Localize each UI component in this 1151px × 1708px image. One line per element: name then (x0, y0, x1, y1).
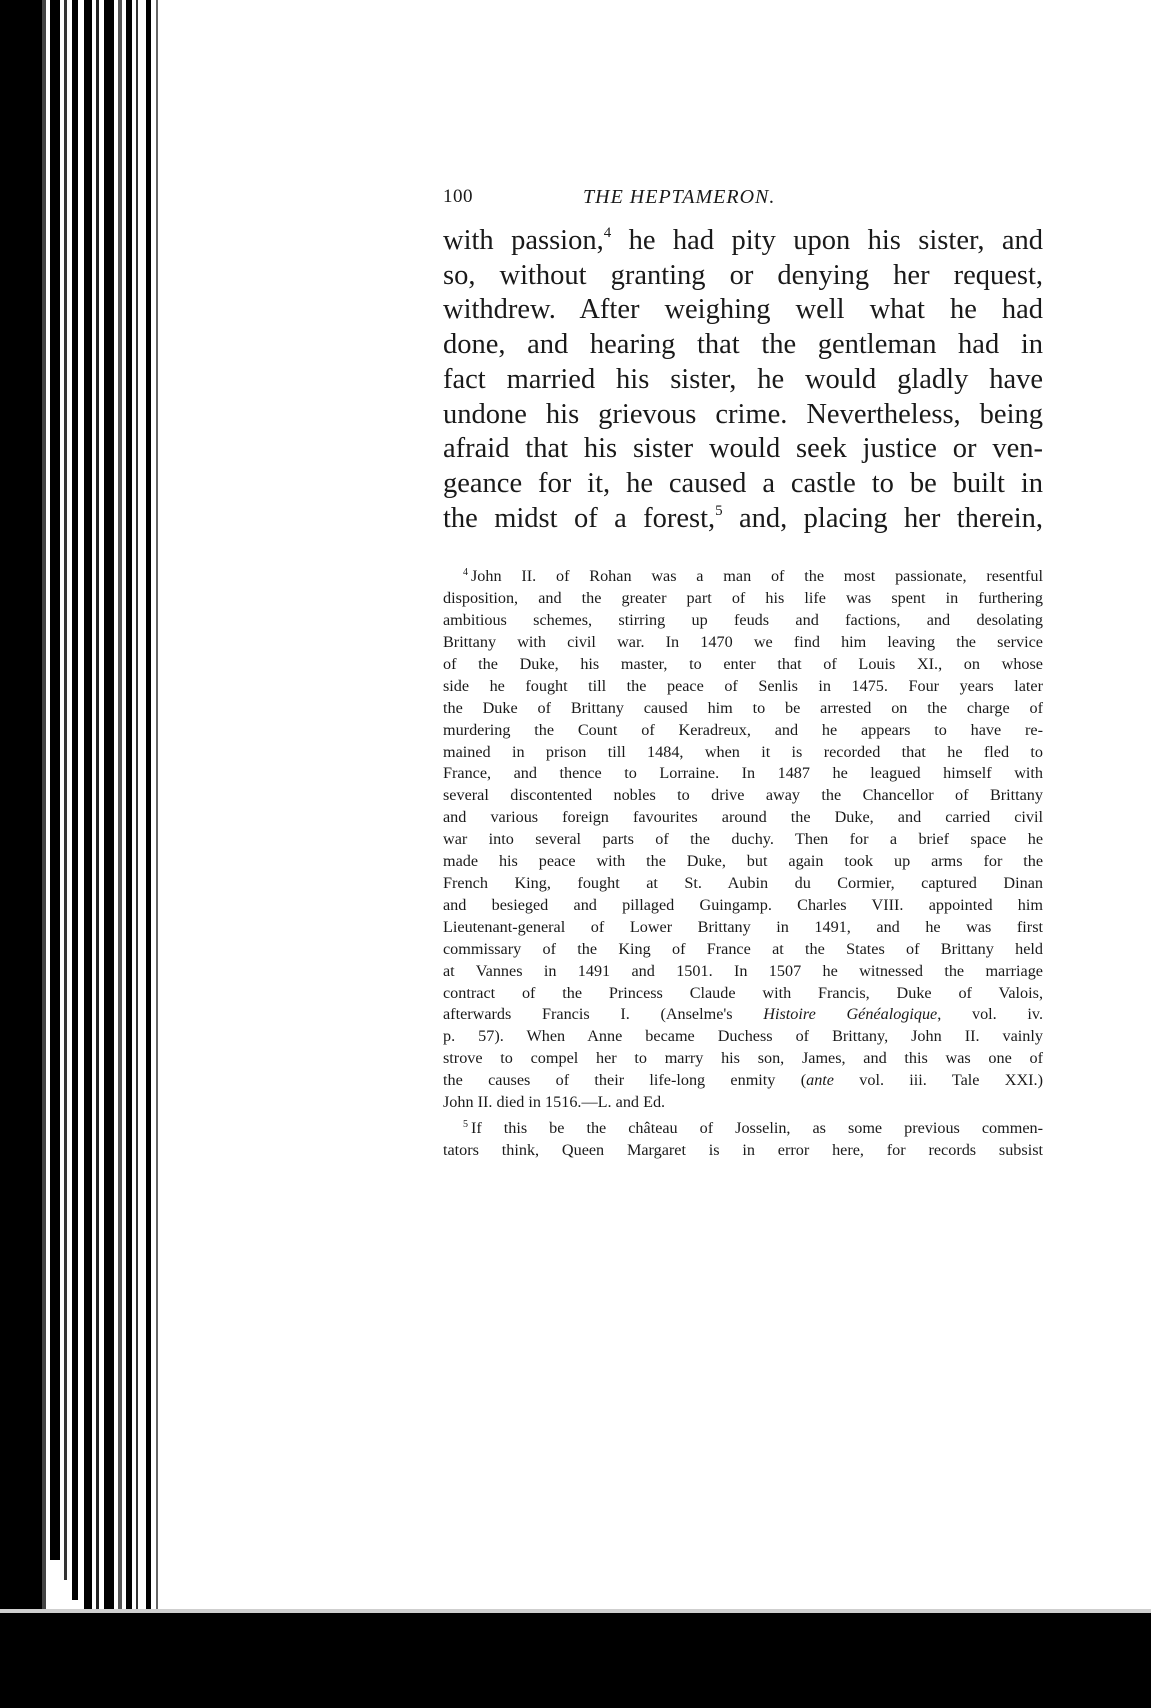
footnote-line: the causes of their life-long enmity (ante vol. iii. Tale XXI.) (443, 1071, 1043, 1090)
footnote-line: several discontented nobles to drive away the Chancellor of Brittany (443, 786, 1043, 805)
running-title: THE HEPTAMERON. (583, 186, 776, 208)
page-number: 100 (443, 186, 473, 207)
footnote-line: p. 57). When Anne became Duchess of Brittany, John II. vainly (443, 1027, 1043, 1046)
footnote-line: murdering the Count of Keradreux, and he appears to have re- (443, 720, 1043, 739)
body-text (443, 224, 1043, 536)
book-gutter-shadow (0, 0, 170, 1708)
body-line: so, without granting or denying her request, (443, 259, 1043, 291)
body-line: the midst of a forest,$^5$ and, placing her therein, (443, 502, 1043, 534)
footnote-line: France, and thence to Lorraine. In 1487 he leagued himself with (443, 764, 1043, 783)
footnote-line: side he fought till the peace of Senlis in 1475. Four years later (443, 676, 1043, 695)
footnote-line: John II. died in 1516.—L. and Ed. (443, 1093, 666, 1112)
running-head (443, 182, 1043, 214)
footnote-line: ambitious schemes, stirring up feuds and factions, and desolating (443, 611, 1043, 630)
footnote-ref-4[interactable]: 4 (603, 225, 612, 241)
footnote-line: contract of the Princess Claude with Francis, Duke of Valois, (443, 983, 1043, 1002)
footnote-line: disposition, and the greater part of his life was spent in furthering (443, 589, 1043, 608)
footnote-marker: 5 (463, 1118, 468, 1130)
footnote-line: tators think, Queen Margaret is in error here, for records subsist (443, 1140, 1043, 1159)
footnote-line: made his peace with the Duke, but again took up arms for the (443, 852, 1043, 871)
body-line: afraid that his sister would seek justice or ven- (443, 433, 1043, 465)
body-line: geance for it, he caused a castle to be built in (443, 467, 1043, 499)
footnote-line: Lieutenant-general of Lower Brittany in 1491, and he was first (443, 917, 1043, 936)
footnote-line: afterwards Francis I. (Anselme's Histoire Généalogique, vol. iv. (443, 1005, 1043, 1024)
footnotes (443, 566, 1043, 1161)
scan-bottom-band (0, 1613, 1151, 1708)
footnote-4 (443, 566, 1043, 1114)
footnote-5 (443, 1118, 1043, 1162)
body-line: fact married his sister, he would gladly have (443, 363, 1043, 395)
body-line: done, and hearing that the gentleman had in (443, 329, 1043, 361)
footnote-line: and various foreign favourites around the Duke, and carried civil (443, 808, 1043, 827)
footnote-line: $^5$ If this be the château of Josselin, as some previous commen- (463, 1118, 1043, 1137)
footnote-line: the Duke of Brittany caused him to be arrested on the charge of (443, 698, 1043, 717)
footnote-line: at Vannes in 1491 and 1501. In 1507 he witnessed the marriage (443, 961, 1043, 980)
book-page (443, 182, 1043, 1162)
footnote-line: French King, fought at St. Aubin du Cormier, captured Dinan (443, 874, 1043, 893)
footnote-line: strove to compel her to marry his son, James, and this was one of (443, 1049, 1043, 1068)
body-line: withdrew. After weighing well what he had (443, 294, 1043, 326)
footnote-line: mained in prison till 1484, when it is recorded that he fled to (443, 742, 1043, 761)
book-title-italic: Histoire Généalogique (763, 1005, 938, 1024)
footnote-line: Brittany with civil war. In 1470 we find him leaving the service (443, 633, 1043, 652)
body-line: with passion,$^4$ he had pity upon his sister, and (443, 225, 1043, 256)
footnote-line: $^4$ John II. of Rohan was a man of the most passionate, resentful (463, 567, 1043, 586)
ante-italic: ante (806, 1071, 834, 1090)
footnote-marker: 4 (463, 567, 468, 579)
footnote-line: war into several parts of the duchy. Then for a brief space he (443, 830, 1043, 849)
footnote-line: and besieged and pillaged Guingamp. Charles VIII. appointed him (443, 895, 1043, 914)
footnote-line: of the Duke, his master, to enter that of Louis XI., on whose (443, 654, 1043, 673)
footnote-ref-5[interactable]: 5 (715, 502, 723, 519)
body-line: undone his grievous crime. Nevertheless, being (443, 398, 1043, 430)
footnote-line: commissary of the King of France at the States of Brittany held (443, 939, 1043, 958)
